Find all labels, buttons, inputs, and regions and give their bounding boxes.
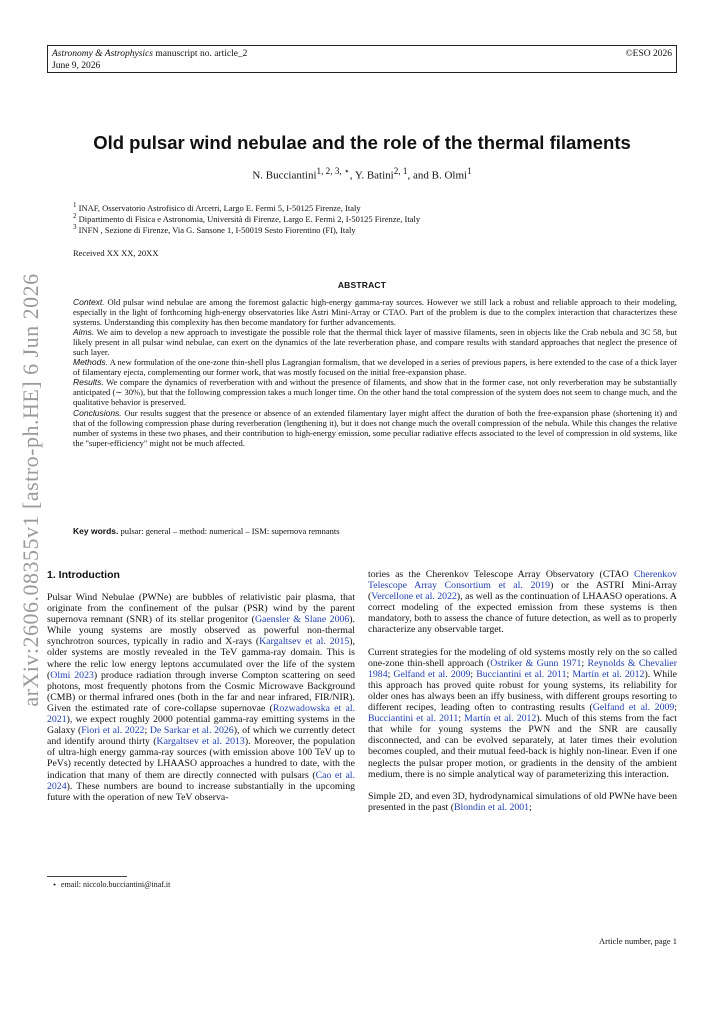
citation-link[interactable]: Kargaltsev et al. 2013 bbox=[156, 736, 245, 748]
citation-link[interactable]: Cherenkov Telescope Array Consortium et al. 2019 bbox=[368, 569, 677, 592]
body-text: ) produce radiation through inverse Compton scattering on seed photons, most frequently photons from the Cosmic Microwave Background (CMB) or thermal infrared ones (both in the far and near infrared, FIR/NIR). Given the estimated rate of core-collapse supernovae ( bbox=[47, 669, 355, 714]
author-name: Y. Batini bbox=[354, 169, 394, 182]
body-text: tories as the Cherenkov Telescope Array Observatory (CTAO bbox=[368, 569, 634, 580]
author-name: B. Olmi bbox=[431, 169, 468, 182]
abstract-aims: Aims. We aim to develop a new approach to investigate the possible role that the thermal thick layer of massive filaments, seen in objects like the Crab nebula and 3C 58, but likely present in all pulsar wind nebulae, can exert on the dynamics of the late reverberation phase, and compare results with standard approaches that neglect the presence of such layer. bbox=[73, 327, 677, 358]
affiliation-1: $^1$ INAF, Osservatorio Astrofisico di Arcetri, Largo E. Fermi 5, I-50125 Firenze, Italy bbox=[73, 201, 361, 213]
body-text: ; bbox=[470, 668, 477, 680]
keywords-text: pulsar: general – method: numerical – ISM: supernova remnants bbox=[120, 526, 340, 536]
body-text: ). Moreover, the population of ultra-high energy gamma-ray sources (with emission above 100 TeV up to PeVs) recently detected by LHAASO approaches a hundred to date, with the indication that many of them are directly connected with pulsars ( bbox=[47, 736, 356, 781]
citation-link[interactable]: Gelfand et al. 2009 bbox=[592, 702, 675, 714]
right-column bbox=[368, 569, 677, 824]
citation-link[interactable]: Kargaltsev et al. 2015 bbox=[259, 636, 350, 648]
abstract-heading: ABSTRACT bbox=[337, 280, 387, 290]
body-text: ; bbox=[674, 702, 677, 714]
left-column bbox=[47, 592, 355, 814]
body-text: ; bbox=[387, 668, 394, 680]
author-separator: , and bbox=[407, 169, 432, 182]
body-text: ). These numbers are bound to increase substantially in the upcoming future with the operation of new TeV observa- bbox=[47, 780, 355, 803]
citation-link[interactable]: Vercellone et al. 2022 bbox=[371, 591, 457, 603]
section-heading-introduction: 1. Introduction bbox=[47, 569, 120, 581]
abstract-conclusions: Conclusions. Our results suggest that the presence or absence of an extended filamentary layer might affect the duration of both the free-expansion phase (shortening it) and that of the following compression phase during reverberation (lengthening it), but it does not change much the overall compression of the nebula. While this changes the relative number of systems in these two phases, and their contribution to high-energy emission, some peculiar radiative effects associated to the level of compression in old systems, like the "super-efficiency" might not be much affected. bbox=[73, 407, 677, 448]
body-text: ; bbox=[529, 801, 532, 813]
citation-link[interactable]: Bucciantini et al. 2011 bbox=[476, 668, 567, 680]
keywords bbox=[73, 526, 677, 536]
paper-title: Old pulsar wind nebulae and the role of the thermal filaments bbox=[93, 132, 631, 153]
author-name: N. Bucciantini bbox=[252, 169, 317, 182]
citation-link[interactable]: Gelfand et al. 2009 bbox=[393, 668, 471, 680]
body-text: ). While young systems are mostly observed as powerful non-thermal synchrotron sources, typically in radio and X-rays ( bbox=[47, 614, 355, 648]
copyright: ©ESO 2026 bbox=[625, 49, 672, 59]
abstract-methods: Methods. A new formulation of the one-zone thin-shell plus Lagrangian formalism, that we developed in a series of previous papers, is here extended to the case of a thick layer of filamentary ejecta, complementing our former work, that was mostly focused on the initial free-expansion phase. bbox=[73, 357, 677, 378]
abstract-results: Results. We compare the dynamics of reverberation with and without the presence of filaments, and show that in the former case, not only reverberation may be substantially anticipated (∼ 30%), but that the following compression takes a much longer time. On the other hand the total compression of the system does not seem to change much, and the qualitative behavior is preserved. bbox=[73, 377, 677, 408]
journal-line bbox=[52, 48, 672, 60]
citation-link[interactable]: Olmi 2023 bbox=[50, 669, 94, 681]
body-text: ). Much of this stems from the fact that while for young systems the PWN and the SNR are causally disconnected, and can be evolved separately, at later times their evolution becomes coupled, and their mutual feed-back is highly non-linear. Even if one neglects the pulsar proper motion, or gradients in the density of the ambient medium, there is no simple analytical way of parameterizing this interaction. bbox=[368, 713, 677, 780]
citation-link[interactable]: Blondin et al. 2001 bbox=[453, 801, 530, 813]
abstract-body bbox=[73, 297, 677, 448]
body-text: Current strategies for the modeling of old systems mostly rely on the so called one-zone thin-shell approach ( bbox=[368, 646, 677, 669]
body-text: Simple 2D, and even 3D, hydrodynamical simulations of old PWNe have been presented in the past ( bbox=[368, 790, 677, 813]
footnote-rule bbox=[47, 876, 127, 877]
body-paragraph bbox=[368, 791, 677, 813]
body-text: ), older systems are mostly revealed in the TeV gamma-ray domain. This is where the relic low energy leptons accumulated over the life of the system ( bbox=[47, 636, 356, 681]
citation-link[interactable]: Martín et al. 2012 bbox=[572, 668, 645, 680]
citation-link[interactable]: De Sarkar et al. 2026 bbox=[149, 725, 234, 737]
footnote-email: email: niccolo.bucciantini@inaf.it bbox=[61, 880, 171, 889]
citation-link[interactable]: Cao et al. 2024 bbox=[47, 769, 355, 792]
journal-header bbox=[47, 45, 677, 73]
body-text: Pulsar Wind Nebulae (PWNe) are bubbles of relativistic pair plasma, that originate from the confinement of the pulsar (PSR) wind by the parent supernova remnant (SNR) of its stellar progenitor ( bbox=[47, 592, 355, 626]
body-text: ), we expect roughly 2000 potential gamma-ray emitting systems in the Galaxy ( bbox=[47, 714, 355, 737]
abstract-context: Context. Old pulsar wind nebulae are among the foremost galactic high-energy gamma-ray sources. However we still lack a robust and reliable approach to their modeling, especially in the light of forthcoming high-energy observatories like Astri Mini-Array or CTAO. Part of the problem is due to the complex interaction that characterizes these systems. Understanding this complexity has then become mandatory for further advancements. bbox=[73, 297, 677, 328]
citation-link[interactable]: Fiori et al. 2022 bbox=[81, 725, 145, 737]
manuscript-date: June 9, 2026 bbox=[52, 61, 101, 71]
author-affiliation-marks: 1 bbox=[467, 166, 472, 176]
manuscript-id: manuscript no. article_2 bbox=[155, 49, 248, 59]
author-separator: , bbox=[349, 169, 355, 182]
journal-name: Astronomy & Astrophysics bbox=[52, 49, 153, 59]
keywords-label: Key words. bbox=[73, 526, 119, 536]
body-text: ; bbox=[581, 657, 588, 669]
author-affiliation-marks: 2, 1 bbox=[393, 166, 408, 176]
body-text: ). While this approach has proved quite robust for young systems, its reliability for older ones has always been an iffy business, with different groups resorting to different recipes, leading often to contrasting results ( bbox=[368, 668, 677, 714]
body-text: ) or the ASTRI Mini-Array ( bbox=[368, 580, 677, 603]
received-date: Received XX XX, 20XX bbox=[73, 248, 159, 258]
citation-link[interactable]: Ostriker & Gunn 1971 bbox=[490, 657, 582, 669]
body-text: ), as well as the continuation of LHAASO operations. A correct modeling of the expected emission from these systems is then mandatory, both to assess the chance of future detection, as well as to properly characterize any observable target. bbox=[368, 591, 677, 636]
footnote-mark: ⋆ bbox=[52, 880, 58, 889]
body-paragraph bbox=[368, 647, 677, 780]
citation-link[interactable]: Martín et al. 2012 bbox=[464, 713, 537, 725]
page-footer: Article number, page 1 bbox=[598, 936, 677, 946]
citation-link[interactable]: Reynolds & Chevalier 1984 bbox=[368, 657, 677, 680]
affiliation-3: $^3$ INFN , Sezione di Firenze, Via G. Sansone 1, I-50019 Sesto Fiorentino (FI), Italy bbox=[73, 223, 356, 235]
author-list bbox=[47, 166, 677, 182]
affiliation-2: $^2$ Dipartimento di Fisica e Astronomia, Università di Firenze, Largo E. Fermi 2, I-50125 Firenze, Italy bbox=[73, 212, 421, 224]
body-paragraph bbox=[47, 592, 355, 803]
author-affiliation-marks: 1, 2, 3, ⋆ bbox=[316, 166, 350, 176]
citation-link[interactable]: Bucciantini et al. 2011 bbox=[368, 713, 459, 725]
body-text: ), of which we currently detect and identify around thirty ( bbox=[47, 725, 355, 748]
body-text: ; bbox=[144, 725, 150, 737]
body-paragraph bbox=[368, 569, 677, 636]
citation-link[interactable]: Rozwadowska et al. 2021 bbox=[47, 702, 355, 726]
body-text: ; bbox=[458, 713, 465, 725]
footnote bbox=[52, 880, 170, 889]
body-text: ; bbox=[566, 668, 573, 680]
citation-link[interactable]: Gaensler & Slane 2006 bbox=[254, 614, 350, 626]
arxiv-identifier: arXiv:2606.08355v1 [astro-ph.HE] 6 Jun 2026 bbox=[18, 273, 43, 707]
